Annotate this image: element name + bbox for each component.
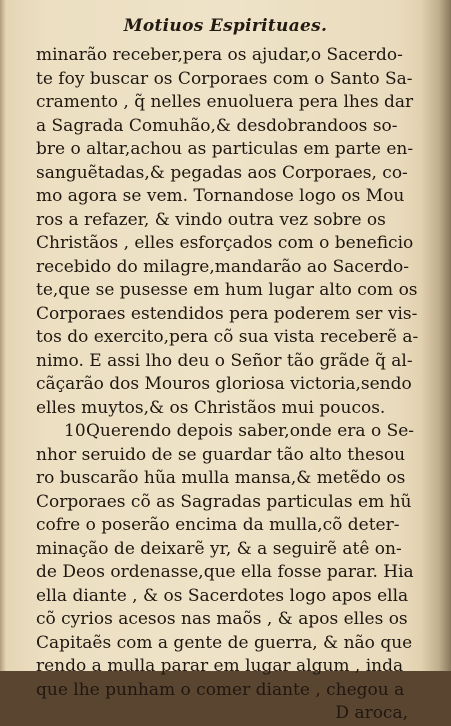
text-line: minação de deixarẽ yr, & a seguirẽ atê on- [36,538,402,559]
text-line: bre o altar,achou as particulas em parte en- [36,139,414,159]
text-line: ro buscarão hũa mulla mansa,& metẽdo os [36,468,406,488]
text-line: Corporaes cõ as Sagradas particulas em hũ [36,491,412,512]
text-line: cofre o poserão encima da mulla,cõ deter- [36,515,400,535]
body-text [36,44,419,726]
text-line: mo agora se vem. Tornandose logo os Mou [36,186,405,206]
paragraph-first-line [36,420,414,444]
text-line: cramento , q̃ nelles enuoluera pera lhes dar [36,92,414,112]
paragraph-number: 10 [64,421,86,441]
text-line: de Deos ordenasse,que ella fosse parar. Hia [36,562,414,582]
page-left-shadow [0,0,6,671]
text-line: cõ cyrios acesos nas maõs , & apos elles os [36,609,408,629]
text-line: cãçarão dos Mouros gloriosa victoria,sendo [36,374,412,394]
text-line: Christãos , elles esforçados com o beneficio [36,233,414,253]
running-title: Motiuos Espirituaes. [123,16,328,36]
text-line: ella diante , & os Sacerdotes logo apos ella [36,585,409,606]
text-line: elles muytos,& os Christãos mui poucos. [36,397,386,418]
page-gutter-shadow [421,0,451,671]
text-line: nhor seruido de se guardar tão alto thesou [36,444,406,465]
text-line: a Sagrada Comuhão,& desdobrandoos so- [36,115,398,136]
text-line: nimo. E assi lho deu o Señor tão grãde q̃ al- [36,350,413,371]
text-line: que lhe punham o comer diante , chegou a [36,679,405,700]
text-line: ros a refazer, & vindo outra vez sobre os [36,209,386,230]
text-line: tos do exercito,pera cõ sua vista receberẽ a- [36,327,419,347]
text-line: sanguẽtadas,& pegadas aos Corporaes, co- [36,162,408,183]
text-line: Corporaes estendidos pera poderem ser vis- [36,303,418,324]
text-line: recebido do milagre,mandarão ao Sacerdo- [36,256,409,277]
text-line: minarão receber,pera os ajudar,o Sacerdo- [36,45,403,65]
catchword: D aroca, [335,703,408,723]
text-line: Querendo depois saber,onde era o Se- [86,421,415,441]
text-line: te foy buscar os Corporaes com o Santo Sa- [36,68,413,89]
text-line: Capitaẽs com a gente de guerra, & não que [36,632,413,653]
text-line: rendo a mulla parar em lugar algum , inda [36,656,404,676]
text-line: te,que se pusesse em hum lugar alto com os [36,280,418,300]
